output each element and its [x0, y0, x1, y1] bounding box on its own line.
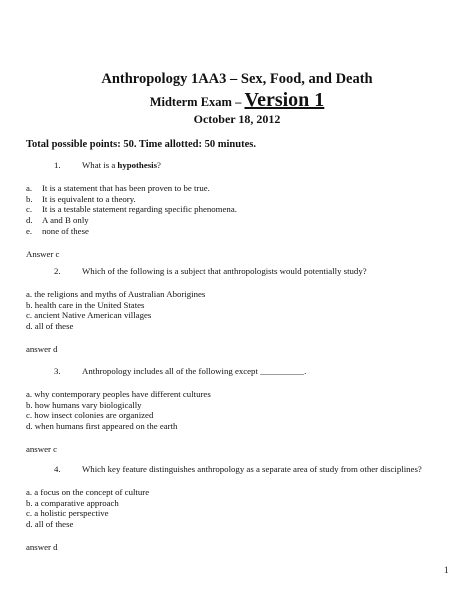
stem-text: Which of the following is a subject that anthropologists would potentially study? [82, 266, 367, 276]
option-text: It is a statement that has been proven to be true. [42, 182, 210, 193]
option-c [26, 204, 456, 215]
option-b: b. a comparative approach [26, 497, 119, 508]
exam-version: Version 1 [244, 89, 325, 111]
option-letter: a. [26, 182, 33, 193]
points-and-time: Total possible points: 50. Time allotted: 50 minutes. [26, 139, 256, 150]
option-letter: b. [26, 193, 33, 204]
option-c: c. ancient Native American villages [26, 310, 152, 321]
question-number: 3. [54, 366, 61, 376]
exam-prefix: Midterm Exam – [149, 95, 245, 109]
option-a: a. why contemporary peoples have different cultures [26, 388, 211, 399]
title-block [0, 70, 474, 126]
option-d: d. when humans first appeared on the earth [26, 421, 178, 432]
option-text: It is equivalent to a theory. [42, 193, 136, 204]
answer-key: Answer c [26, 248, 60, 259]
option-a [26, 183, 456, 194]
option-b: b. how humans vary biologically [26, 399, 142, 410]
answer-key: answer d [26, 343, 58, 354]
question-3 [26, 366, 456, 455]
option-b [26, 194, 456, 205]
question-number: 1. [54, 160, 61, 170]
question-stem [54, 266, 456, 277]
answer-key: answer d [26, 541, 58, 552]
stem-text: Anthropology includes all of the following except __________. [82, 366, 307, 376]
option-a: a. a focus on the concept of culture [26, 486, 150, 497]
options-list [26, 389, 456, 432]
question-4 [26, 464, 456, 553]
options-list [26, 183, 456, 237]
question-stem [54, 464, 456, 475]
stem-bold-term: hypothesis [117, 160, 158, 170]
options-list [26, 289, 456, 332]
option-letter: c. [26, 204, 33, 215]
page-number: 1 [444, 565, 449, 575]
question-number: 2. [54, 266, 61, 276]
option-text: A and B only [42, 215, 89, 226]
question-stem [54, 366, 456, 377]
answer-key: answer c [26, 443, 58, 454]
exam-date: October 18, 2012 [193, 112, 281, 126]
option-c: c. how insect colonies are organized [26, 410, 154, 421]
question-number: 4. [54, 464, 61, 474]
stem-text: Which key feature distinguishes anthropology as a separate area of study from other disciplines? [82, 464, 422, 474]
option-e [26, 226, 456, 237]
options-list [26, 487, 456, 530]
option-a: a. the religions and myths of Australian Aborigines [26, 288, 206, 299]
question-stem [54, 160, 456, 171]
option-letter: e. [26, 225, 33, 236]
stem-text: What is a [82, 160, 118, 170]
option-text: It is a testable statement regarding specific phenomena. [42, 204, 237, 215]
option-d [26, 215, 456, 226]
option-d: d. all of these [26, 519, 74, 530]
option-d: d. all of these [26, 321, 74, 332]
option-letter: d. [26, 215, 33, 226]
course-title: Anthropology 1AA3 – Sex, Food, and Death [101, 71, 373, 87]
question-2 [26, 266, 456, 355]
option-text: none of these [42, 225, 89, 236]
option-c: c. a holistic perspective [26, 508, 109, 519]
option-b: b. health care in the United States [26, 299, 145, 310]
exam-version-line [0, 90, 474, 112]
stem-text-end: ? [157, 160, 161, 170]
question-1 [26, 160, 456, 260]
